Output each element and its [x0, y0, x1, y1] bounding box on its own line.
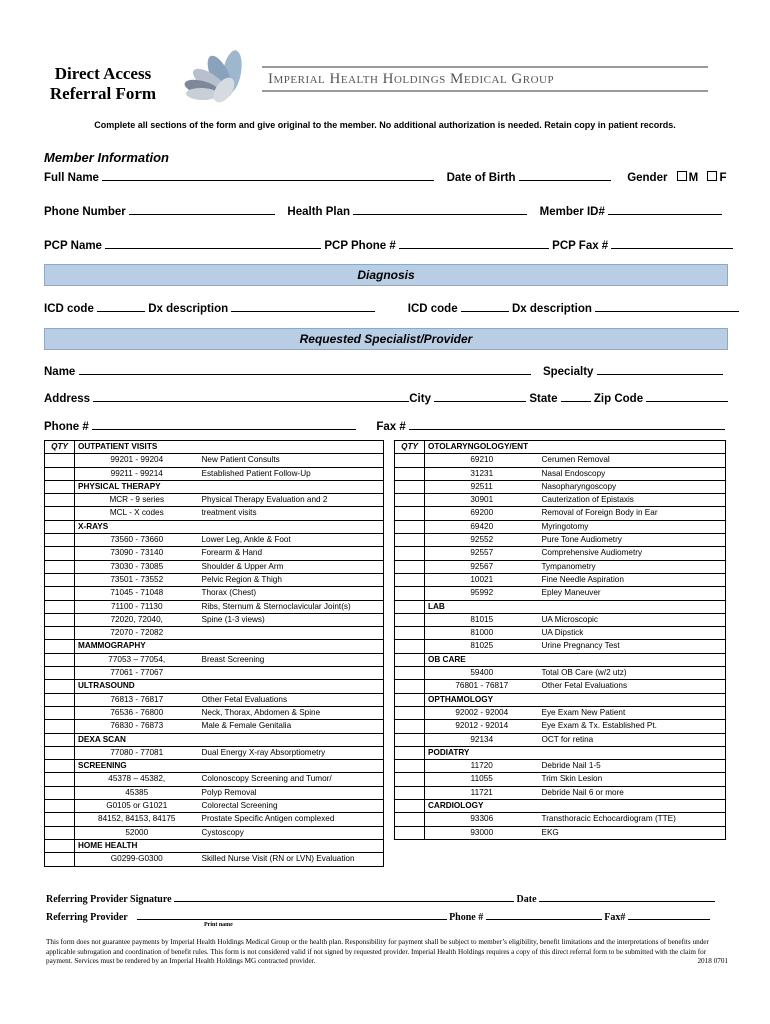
- service-description: Urine Pregnancy Test: [539, 640, 726, 653]
- qty-cell[interactable]: [395, 733, 425, 746]
- service-description: Eye Exam & Tx. Established Pt.: [539, 720, 726, 733]
- member-row-3: PCP Name PCP Phone # PCP Fax #: [44, 237, 733, 252]
- service-row: [45, 693, 384, 706]
- category-name: HOME HEALTH: [75, 839, 384, 852]
- form-title: Direct Access Referral Form: [49, 64, 157, 103]
- cpt-code: MCL - X codes: [75, 507, 199, 520]
- qty-cell[interactable]: [45, 839, 75, 852]
- qty-cell[interactable]: [395, 786, 425, 799]
- cpt-code: 92511: [425, 480, 539, 493]
- qty-cell[interactable]: [395, 587, 425, 600]
- service-row: [45, 720, 384, 733]
- phone-field[interactable]: [129, 203, 275, 215]
- qty-cell[interactable]: [45, 813, 75, 826]
- qty-cell[interactable]: [395, 467, 425, 480]
- category-row: [395, 653, 726, 666]
- service-description: Pure Tone Audiometry: [539, 534, 726, 547]
- category-row: [395, 441, 726, 454]
- qty-cell[interactable]: [45, 613, 75, 626]
- qty-cell[interactable]: [45, 534, 75, 547]
- member-id-field[interactable]: [608, 203, 722, 215]
- category-row: [45, 733, 384, 746]
- icd-code-field-1[interactable]: [97, 300, 145, 312]
- specialist-name-field[interactable]: [79, 363, 531, 375]
- service-description: OCT for retina: [539, 733, 726, 746]
- category-name: OUTPATIENT VISITS: [75, 441, 384, 454]
- service-row: [45, 826, 384, 839]
- service-description: Thorax (Chest): [199, 587, 384, 600]
- category-row: [45, 839, 384, 852]
- service-row: [395, 454, 726, 467]
- service-description: [199, 667, 384, 680]
- qty-cell[interactable]: [395, 600, 425, 613]
- category-name: CARDIOLOGY: [425, 800, 726, 813]
- qty-cell[interactable]: [45, 733, 75, 746]
- service-description: Established Patient Follow-Up: [199, 467, 384, 480]
- service-description: Ribs, Sternum & Sternoclavicular Joint(s): [199, 600, 384, 613]
- service-row: [45, 560, 384, 573]
- cpt-code: 11721: [425, 786, 539, 799]
- qty-cell[interactable]: [395, 547, 425, 560]
- service-description: Prostate Specific Antigen complexed: [199, 813, 384, 826]
- member-section-title: Member Information: [44, 150, 169, 165]
- category-name: X-RAYS: [75, 520, 384, 533]
- cpt-code: 84152, 84153, 84175: [75, 813, 199, 826]
- address-field[interactable]: [93, 390, 409, 402]
- service-row: [395, 773, 726, 786]
- qty-cell[interactable]: [45, 760, 75, 773]
- cpt-code: 31231: [425, 467, 539, 480]
- service-row: [45, 746, 384, 759]
- service-row: [395, 667, 726, 680]
- full-name-field[interactable]: [102, 169, 434, 181]
- qty-cell[interactable]: [45, 653, 75, 666]
- service-description: Other Fetal Evaluations: [199, 693, 384, 706]
- qty-cell[interactable]: [395, 667, 425, 680]
- service-description: Male & Female Genitalia: [199, 720, 384, 733]
- service-description: Pelvic Region & Thigh: [199, 573, 384, 586]
- cpt-code: 77061 - 77067: [75, 667, 199, 680]
- service-description: EKG: [539, 826, 726, 839]
- service-row: [395, 494, 726, 507]
- service-description: Removal of Foreign Body in Ear: [539, 507, 726, 520]
- category-row: [395, 746, 726, 759]
- qty-cell[interactable]: [45, 547, 75, 560]
- dx-description-field-1[interactable]: [231, 300, 375, 312]
- qty-cell[interactable]: [45, 467, 75, 480]
- logo-icon: [162, 50, 252, 106]
- cpt-code: 72020, 72040,: [75, 613, 199, 626]
- service-row: [45, 494, 384, 507]
- service-description: Debride Nail 1-5: [539, 760, 726, 773]
- service-description: Transthoracic Echocardiogram (TTE): [539, 813, 726, 826]
- cpt-code: 93000: [425, 826, 539, 839]
- qty-cell[interactable]: [395, 454, 425, 467]
- service-description: Tympanometry: [539, 560, 726, 573]
- qty-cell[interactable]: [45, 667, 75, 680]
- service-description: UA Dipstick: [539, 627, 726, 640]
- service-row: [395, 640, 726, 653]
- service-row: [45, 813, 384, 826]
- qty-cell[interactable]: [395, 627, 425, 640]
- qty-cell[interactable]: [45, 454, 75, 467]
- service-description: Eye Exam New Patient: [539, 706, 726, 719]
- category-row: [395, 800, 726, 813]
- qty-cell[interactable]: [45, 520, 75, 533]
- service-row: [395, 720, 726, 733]
- service-row: [395, 813, 726, 826]
- qty-cell[interactable]: [45, 627, 75, 640]
- qty-cell[interactable]: [45, 680, 75, 693]
- service-row: [395, 733, 726, 746]
- cpt-code: 69210: [425, 454, 539, 467]
- diagnosis-band: Diagnosis: [44, 264, 728, 286]
- qty-cell[interactable]: [395, 480, 425, 493]
- category-name: PODIATRY: [425, 746, 726, 759]
- specialist-row-2: Address City State Zip Code: [44, 390, 728, 405]
- qty-cell[interactable]: [45, 853, 75, 866]
- cpt-code: 95992: [425, 587, 539, 600]
- qty-cell[interactable]: [45, 560, 75, 573]
- qty-cell[interactable]: [395, 800, 425, 813]
- category-row: [395, 693, 726, 706]
- service-row: [45, 653, 384, 666]
- category-name: OB CARE: [425, 653, 726, 666]
- service-description: Trim Skin Lesion: [539, 773, 726, 786]
- cpt-code: 99211 - 99214: [75, 467, 199, 480]
- health-plan-field[interactable]: [353, 203, 527, 215]
- gender-m-checkbox[interactable]: [677, 171, 687, 181]
- cpt-code: 76830 - 76873: [75, 720, 199, 733]
- category-name: ULTRASOUND: [75, 680, 384, 693]
- service-row: [395, 627, 726, 640]
- print-name-caption: Print name: [204, 922, 233, 928]
- cpt-code: 73560 - 73660: [75, 534, 199, 547]
- qty-cell[interactable]: [395, 706, 425, 719]
- cpt-code: 52000: [75, 826, 199, 839]
- qty-cell[interactable]: [45, 693, 75, 706]
- qty-cell[interactable]: [395, 507, 425, 520]
- qty-cell[interactable]: [395, 573, 425, 586]
- category-name: PHYSICAL THERAPY: [75, 480, 384, 493]
- specialist-row-3: Phone # Fax #: [44, 418, 725, 433]
- specialist-phone-field[interactable]: [92, 418, 356, 430]
- qty-cell[interactable]: [45, 706, 75, 719]
- referring-provider-row: Referring Provider Phone # Fax#: [46, 908, 710, 923]
- category-name: LAB: [425, 600, 726, 613]
- left-services-table: [44, 440, 384, 867]
- diagnosis-row: ICD code Dx description ICD code Dx description: [44, 300, 739, 315]
- service-row: [45, 800, 384, 813]
- right-services-table: [394, 440, 726, 840]
- state-field[interactable]: [561, 390, 591, 402]
- service-row: [45, 454, 384, 467]
- service-description: Skilled Nurse Visit (RN or LVN) Evaluation: [199, 853, 384, 866]
- service-description: Debride Nail 6 or more: [539, 786, 726, 799]
- service-row: [45, 627, 384, 640]
- service-row: [45, 667, 384, 680]
- cpt-code: 73030 - 73085: [75, 560, 199, 573]
- service-row: [395, 706, 726, 719]
- disclaimer: This form does not guarantee payments by Imperial Health Holdings Medical Group or the health plan. Responsibility for payment shall be subject to member’s eligibility, benefit limitations and the interpretations of benefits under applicable subrogation and coordination of benefit rules. This form is not considered valid if not signed by requested provider. Imperial Health Holdings requires a copy of this direct referral form to be submitted with the claim for payment. Services must be rendered by an Imperial Health Holdings MG contracted provider. 2018 0701: [46, 938, 728, 965]
- cpt-code: 92567: [425, 560, 539, 573]
- category-row: [45, 520, 384, 533]
- qty-cell[interactable]: [45, 573, 75, 586]
- service-row: [45, 853, 384, 866]
- gender-f-checkbox[interactable]: [707, 171, 717, 181]
- service-row: [395, 587, 726, 600]
- cpt-code: MCR - 9 series: [75, 494, 199, 507]
- zip-field[interactable]: [646, 390, 728, 402]
- service-row: [45, 573, 384, 586]
- cpt-code: 99201 - 99204: [75, 454, 199, 467]
- service-row: [45, 547, 384, 560]
- service-row: [45, 534, 384, 547]
- service-description: Cystoscopy: [199, 826, 384, 839]
- category-row: [45, 760, 384, 773]
- specialist-row-1: Name Specialty: [44, 363, 723, 378]
- member-row-2: Phone Number Health Plan Member ID#: [44, 203, 722, 218]
- icd-code-field-2[interactable]: [461, 300, 509, 312]
- member-row-1: Full Name Date of Birth Gender M F: [44, 169, 726, 184]
- category-row: [45, 640, 384, 653]
- service-description: [199, 627, 384, 640]
- category-name: SCREENING: [75, 760, 384, 773]
- service-row: [45, 587, 384, 600]
- service-row: [395, 534, 726, 547]
- category-name: DEXA SCAN: [75, 733, 384, 746]
- service-row: [395, 560, 726, 573]
- service-description: Other Fetal Evaluations: [539, 680, 726, 693]
- service-row: [395, 760, 726, 773]
- specialist-fax-field[interactable]: [409, 418, 725, 430]
- service-description: Nasal Endoscopy: [539, 467, 726, 480]
- service-description: Fine Needle Aspiration: [539, 573, 726, 586]
- cpt-code: 81015: [425, 613, 539, 626]
- service-description: Epley Maneuver: [539, 587, 726, 600]
- service-description: Comprehensive Audiometry: [539, 547, 726, 560]
- qty-cell[interactable]: [395, 613, 425, 626]
- cpt-code: G0105 or G1021: [75, 800, 199, 813]
- cpt-code: 73090 - 73140: [75, 547, 199, 560]
- service-row: [45, 706, 384, 719]
- cpt-code: 92557: [425, 547, 539, 560]
- qty-cell[interactable]: [395, 760, 425, 773]
- form-version: 2018 0701: [697, 957, 728, 965]
- cpt-code: 30901: [425, 494, 539, 507]
- cpt-code: 92552: [425, 534, 539, 547]
- qty-cell[interactable]: [395, 520, 425, 533]
- qty-cell[interactable]: [395, 680, 425, 693]
- cpt-code: 81025: [425, 640, 539, 653]
- service-description: New Patient Consults: [199, 454, 384, 467]
- qty-cell[interactable]: [45, 826, 75, 839]
- cpt-code: 11720: [425, 760, 539, 773]
- service-row: [45, 467, 384, 480]
- qty-cell[interactable]: [45, 773, 75, 786]
- cpt-code: 77080 - 77081: [75, 746, 199, 759]
- cpt-code: 72070 - 72082: [75, 627, 199, 640]
- qty-cell[interactable]: [45, 480, 75, 493]
- qty-cell[interactable]: [395, 653, 425, 666]
- service-description: Physical Therapy Evaluation and 2: [199, 494, 384, 507]
- qty-cell[interactable]: [45, 600, 75, 613]
- qty-cell[interactable]: [395, 720, 425, 733]
- service-description: Total OB Care (w/2 utz): [539, 667, 726, 680]
- category-row: [45, 680, 384, 693]
- service-description: Forearm & Hand: [199, 547, 384, 560]
- qty-cell[interactable]: [395, 640, 425, 653]
- cpt-code: 10021: [425, 573, 539, 586]
- cpt-code: 11055: [425, 773, 539, 786]
- service-row: [395, 467, 726, 480]
- service-description: Polyp Removal: [199, 786, 384, 799]
- service-row: [395, 680, 726, 693]
- service-description: Nasopharyngoscopy: [539, 480, 726, 493]
- category-name: OTOLARYNGOLOGY/ENT: [425, 441, 726, 454]
- service-description: UA Microscopic: [539, 613, 726, 626]
- service-description: Shoulder & Upper Arm: [199, 560, 384, 573]
- qty-cell[interactable]: [395, 534, 425, 547]
- dob-field[interactable]: [519, 169, 611, 181]
- service-row: [395, 507, 726, 520]
- cpt-code: 69200: [425, 507, 539, 520]
- signature-row: Referring Provider Signature Date: [46, 890, 715, 905]
- specialty-field[interactable]: [597, 363, 723, 375]
- service-row: [45, 507, 384, 520]
- instructions: Complete all sections of the form and give original to the member. No additional authorization is needed. Retain copy in patient records.: [94, 120, 676, 130]
- qty-cell[interactable]: [45, 800, 75, 813]
- qty-cell[interactable]: [45, 587, 75, 600]
- cpt-code: 76813 - 76817: [75, 693, 199, 706]
- referring-signature-field[interactable]: [174, 890, 514, 902]
- service-description: Colonoscopy Screening and Tumor/: [199, 773, 384, 786]
- brand-name: Imperial Health Holdings Medical Group: [268, 71, 555, 87]
- category-row: [45, 441, 384, 454]
- qty-cell[interactable]: [395, 494, 425, 507]
- pcp-name-field[interactable]: [105, 237, 321, 249]
- service-description: Myringotomy: [539, 520, 726, 533]
- category-name: OPTHAMOLOGY: [425, 693, 726, 706]
- qty-cell[interactable]: [45, 507, 75, 520]
- referring-fax-field[interactable]: [628, 908, 710, 920]
- service-row: [395, 573, 726, 586]
- cpt-code: 93306: [425, 813, 539, 826]
- service-description: Lower Leg, Ankle & Foot: [199, 534, 384, 547]
- qty-cell[interactable]: [45, 786, 75, 799]
- cpt-code: 45385: [75, 786, 199, 799]
- pcp-fax-field[interactable]: [611, 237, 733, 249]
- cpt-code: 59400: [425, 667, 539, 680]
- service-description: Neck, Thorax, Abdomen & Spine: [199, 706, 384, 719]
- service-description: Cerumen Removal: [539, 454, 726, 467]
- cpt-code: 76801 - 76817: [425, 680, 539, 693]
- service-row: [395, 786, 726, 799]
- cpt-code: 92002 - 92004: [425, 706, 539, 719]
- category-name: MAMMOGRAPHY: [75, 640, 384, 653]
- referring-provider-field[interactable]: [137, 908, 447, 920]
- qty-header: QTY: [45, 441, 75, 454]
- qty-cell[interactable]: [395, 773, 425, 786]
- cpt-code: 92134: [425, 733, 539, 746]
- qty-cell[interactable]: [395, 693, 425, 706]
- qty-cell[interactable]: [45, 640, 75, 653]
- cpt-code: 71100 - 71130: [75, 600, 199, 613]
- service-row: [395, 480, 726, 493]
- qty-header: QTY: [395, 441, 425, 454]
- qty-cell[interactable]: [45, 720, 75, 733]
- referring-phone-field[interactable]: [486, 908, 602, 920]
- qty-cell[interactable]: [395, 813, 425, 826]
- service-description: treatment visits: [199, 507, 384, 520]
- service-row: [45, 613, 384, 626]
- cpt-code: 73501 - 73552: [75, 573, 199, 586]
- service-row: [395, 826, 726, 839]
- service-row: [395, 547, 726, 560]
- cpt-code: 69420: [425, 520, 539, 533]
- cpt-code: 77053 – 77054,: [75, 653, 199, 666]
- cpt-code: 76536 - 76800: [75, 706, 199, 719]
- qty-cell[interactable]: [45, 494, 75, 507]
- category-row: [395, 600, 726, 613]
- cpt-code: 92012 - 92014: [425, 720, 539, 733]
- brand-rule-bottom: [262, 90, 708, 92]
- dx-description-field-2[interactable]: [595, 300, 739, 312]
- category-row: [45, 480, 384, 493]
- service-row: [45, 773, 384, 786]
- service-description: Cauterization of Epistaxis: [539, 494, 726, 507]
- city-field[interactable]: [434, 390, 526, 402]
- pcp-phone-field[interactable]: [399, 237, 549, 249]
- service-description: Breast Screening: [199, 653, 384, 666]
- qty-cell[interactable]: [45, 746, 75, 759]
- specialist-band: Requested Specialist/Provider: [44, 328, 728, 350]
- service-description: Colorectal Screening: [199, 800, 384, 813]
- qty-cell[interactable]: [395, 560, 425, 573]
- service-row: [395, 613, 726, 626]
- service-description: Spine (1-3 views): [199, 613, 384, 626]
- service-description: Dual Energy X-ray Absorptiometry: [199, 746, 384, 759]
- cpt-code: 81000: [425, 627, 539, 640]
- signature-date-field[interactable]: [539, 890, 715, 902]
- service-row: [45, 786, 384, 799]
- service-row: [395, 520, 726, 533]
- qty-cell[interactable]: [395, 746, 425, 759]
- brand-rule-top: [262, 66, 708, 68]
- qty-cell[interactable]: [395, 826, 425, 839]
- service-row: [45, 600, 384, 613]
- cpt-code: G0299-G0300: [75, 853, 199, 866]
- cpt-code: 45378 – 45382,: [75, 773, 199, 786]
- cpt-code: 71045 - 71048: [75, 587, 199, 600]
